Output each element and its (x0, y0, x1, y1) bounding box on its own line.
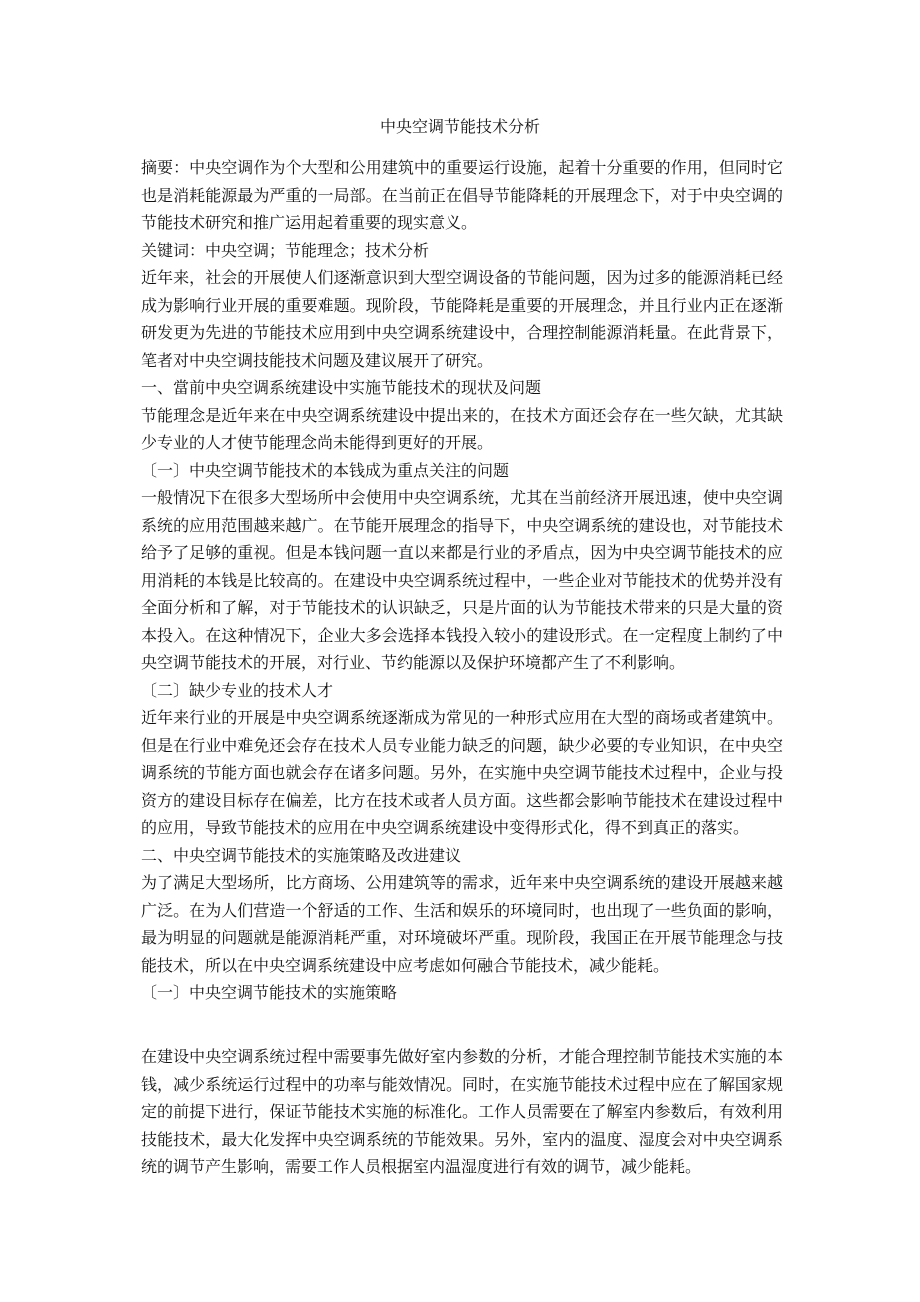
abstract-paragraph: 摘要：中央空调作为个大型和公用建筑中的重要运行设施，起着十分重要的作用，但同时它也是消耗能源最为严重的一局部。在当前正在倡导节能降耗的开展理念下，对于中央空调的节能技术研究和推广运用起着重要的现实意义。 (141, 158, 783, 232)
section-heading-2: 二、中央空调节能技术的实施策略及改进建议 (141, 845, 462, 865)
document-body-continued (141, 1043, 783, 1181)
subsection-heading-1-1: 〔一〕中央空调节能技术的本钱成为重点关注的问题 (141, 460, 510, 480)
document-title: 中央空调节能技术分析 (379, 117, 540, 136)
section-heading-1: 一、當前中央空调系统建设中实施节能技术的现状及问题 (141, 378, 542, 397)
body-paragraph: 一般情况下在很多大型场所中会使用中央空调系统，尤其在当前经济开展迅速，使中央空调系统的应用范围越来越广。在节能开展理念的指导下，中央空调系统的建设也，对节能技术给予了足够的重视。但是本钱问题一直以来都是行业的矛盾点，因为中央空调节能技术的应用消耗的本钱是比较高的。在建设中央空调系统过程中，一些企业对节能技术的优势并没有全面分析和了解，对于节能技术的认识缺乏，只是片面的认为节能技术带来的只是大量的资本投入。在这种情况下，企业大多会选择本钱投入较小的建设形式。在一定程度上制约了中央空调节能技术的开展，对行业、节约能源以及保护环境都产生了不利影响。 (141, 488, 783, 672)
body-paragraph: 为了满足大型场所，比方商场、公用建筑等的需求，近年来中央空调系统的建设开展越来越广泛。在为人们营造一个舒适的工作、生活和娱乐的环境同时，也出现了一些负面的影响，最为明显的问题就是能源消耗严重，对环境破坏严重。现阶段，我国正在开展节能理念与技能技术，所以在中央空调系统建设中应考虑如何融合节能技术，减少能耗。 (141, 873, 783, 975)
body-paragraph: 在建设中央空调系统过程中需要事先做好室内参数的分析，才能合理控制节能技术实施的本钱，减少系统运行过程中的功率与能效情况。同时，在实施节能技术过程中应在了解国家规定的前提下进行，保证节能技术实施的标准化。工作人员需要在了解室内参数后，有效利用技能技术，最大化发挥中央空调系统的节能效果。另外，室内的温度、湿度会对中央空调系统的调节产生影响，需要工作人员根据室内温湿度进行有效的调节，减少能耗。 (141, 1047, 783, 1176)
intro-paragraph: 近年来，社会的开展使人们逐渐意识到大型空调设备的节能问题，因为过多的能源消耗已经成为影响行业开展的重要难题。现阶段，节能降耗是重要的开展理念，并且行业内正在逐渐研发更为先进的节能技术应用到中央空调系统建设中，合理控制能源消耗量。在此背景下，笔者对中央空调技能技术问题及建议展开了研究。 (141, 268, 783, 370)
body-paragraph: 节能理念是近年来在中央空调系统建设中提出来的，在技术方面还会存在一些欠缺，尤其缺少专业的人才使节能理念尚未能得到更好的开展。 (141, 405, 783, 452)
keywords-line: 关键词：中央空调；节能理念；技术分析 (141, 240, 430, 260)
subsection-heading-1-2: 〔二〕缺少专业的技术人才 (141, 680, 334, 700)
document-body (141, 154, 783, 1007)
body-paragraph: 近年来行业的开展是中央空调系统逐渐成为常见的一种形式应用在大型的商场或者建筑中。但是在行业中难免还会存在技术人员专业能力缺乏的问题，缺少必要的专业知识，在中央空调系统的节能方面也就会存在诸多问题。另外，在实施中央空调节能技术过程中，企业与投资方的建设目标存在偏差，比方在技术或者人员方面。这些都会影响节能技术在建设过程中的应用，导致节能技术的应用在中央空调系统建设中变得形式化，得不到真正的落实。 (141, 708, 783, 837)
subsection-heading-2-1: 〔一〕中央空调节能技术的实施策略 (141, 983, 398, 1002)
